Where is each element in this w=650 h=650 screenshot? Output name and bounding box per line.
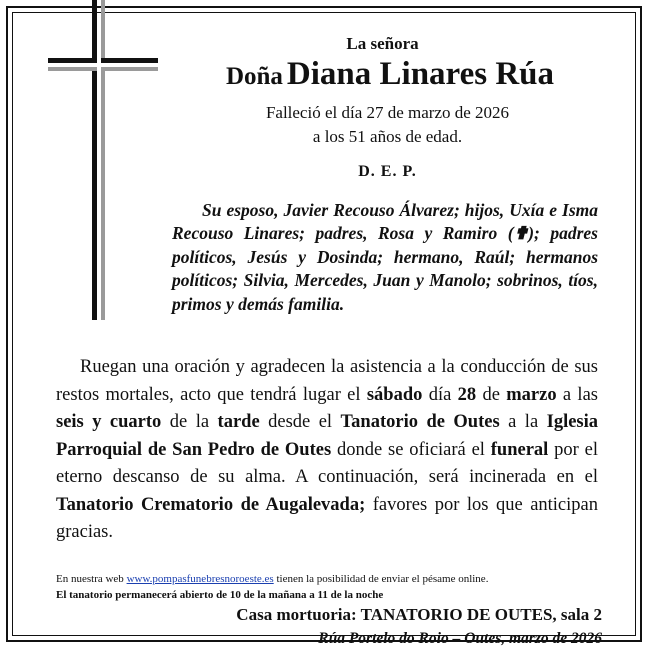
death-date: Falleció el día 27 de marzo de 2026 bbox=[265, 103, 510, 122]
family-list: Su esposo, Javier Recouso Álvarez; hijos, Uxía e Isma Recouso Linares; padres, Rosa y Ramiro (✟); padres políticos, Jesús y Dosinda; hermano, Raúl; hermanos políticos; Silvia, Mercedes, Juan y Manolo; sobrinos, tíos, primos y demás familia. bbox=[172, 200, 598, 314]
website-link[interactable]: www.pompasfunebresnoroeste.es bbox=[126, 573, 274, 585]
name-text: Diana Linares Rúa bbox=[286, 56, 555, 92]
funeral-home: Casa mortuoria: TANATORIO DE OUTES, sala 2 bbox=[236, 605, 602, 624]
dep-text: D. E. P. bbox=[358, 163, 417, 180]
intro-text: La señora bbox=[346, 34, 419, 53]
deceased-name bbox=[0, 56, 650, 93]
web-notice: En nuestra web www.pompasfunebresnoroeste.es tienen la posibilidad de enviar el pésame online. bbox=[56, 573, 489, 585]
service-announcement: Ruegan una oración y agradecen la asistencia a la conducción de sus restos mortales, acto que tendrá lugar el sábado día 28 de marzo a las seis y cuarto de la tarde desde el Tanatorio de Outes a la Iglesia Parroquial de San Pedro de Outes donde se oficiará el funeral por el eterno descanso de su alma. A continuación, será incinerada en el Tanatorio Crematorio de Augalevada; favores por los que anticipan gracias. bbox=[56, 357, 599, 542]
opening-hours: El tanatorio permanecerá abierto de 10 de la mañana a 11 de la noche bbox=[56, 589, 384, 601]
age-text: a los 51 años de edad. bbox=[312, 127, 463, 146]
address-date: Rúa Portelo do Roio – Outes, marzo de 2026 bbox=[318, 630, 602, 647]
name-prefix: Doña bbox=[225, 63, 283, 90]
